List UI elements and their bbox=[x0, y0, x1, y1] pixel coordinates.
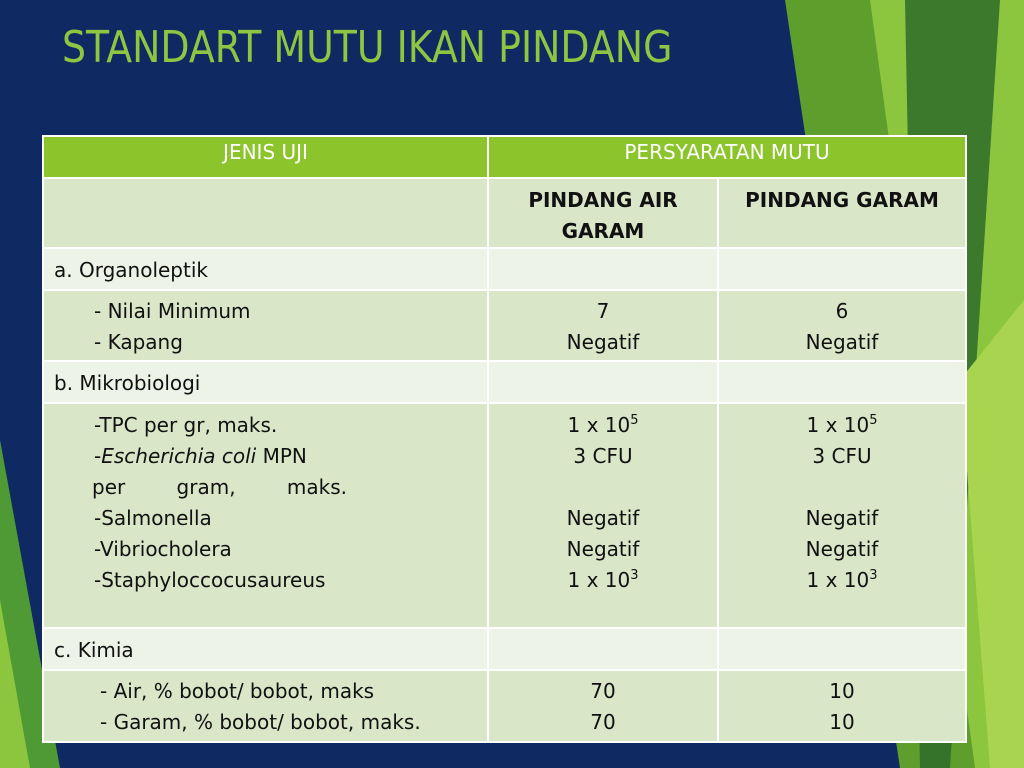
section-label-organoleptik: a. Organoleptik bbox=[43, 248, 488, 290]
tpc-exponent: 5 bbox=[630, 413, 639, 428]
header-persyaratan-mutu: PERSYARATAN MUTU bbox=[488, 136, 966, 178]
staph-base: 1 x 10 bbox=[567, 568, 631, 592]
item-salmonella: -Salmonella bbox=[94, 506, 212, 530]
item-air: - Air, % bobot/ bobot, maks bbox=[100, 679, 375, 703]
item-staphyloccocusaureus: -Staphyloccocusaureus bbox=[94, 568, 326, 592]
value-tpc bbox=[719, 410, 965, 441]
value-salmonella: Negatif bbox=[805, 506, 879, 530]
value-salmonella: Negatif bbox=[566, 506, 640, 530]
quality-standard-table bbox=[42, 135, 967, 743]
value-vibrio: Negatif bbox=[566, 537, 640, 561]
kimia-air-garam bbox=[488, 670, 718, 742]
slide-title: STANDART MUTU IKAN PINDANG bbox=[62, 22, 673, 73]
organoleptik-items bbox=[43, 290, 488, 361]
value-ecoli: 3 CFU bbox=[812, 444, 872, 468]
per-text: per bbox=[92, 475, 126, 499]
item-nilai-minimum: - Nilai Minimum bbox=[94, 299, 251, 323]
tpc-exponent: 5 bbox=[869, 413, 878, 428]
mikrobiologi-air-garam bbox=[488, 403, 718, 628]
kimia-garam bbox=[718, 670, 966, 742]
item-per-gram bbox=[92, 472, 347, 503]
ecoli-prefix: - bbox=[94, 444, 102, 468]
value-staph bbox=[489, 565, 717, 596]
table-row bbox=[43, 248, 966, 290]
organoleptik-garam bbox=[718, 290, 966, 361]
item-garam: - Garam, % bobot/ bobot, maks. bbox=[100, 710, 421, 734]
section-label-mikrobiologi: b. Mikrobiologi bbox=[43, 361, 488, 403]
value-staph bbox=[719, 565, 965, 596]
table-row bbox=[43, 361, 966, 403]
table-row bbox=[43, 290, 966, 361]
header-jenis-uji: JENIS UJI bbox=[43, 136, 488, 178]
mikrobiologi-items bbox=[43, 403, 488, 628]
organoleptik-air-garam bbox=[488, 290, 718, 361]
value-cell: 70 bbox=[590, 710, 616, 734]
table-row bbox=[43, 670, 966, 742]
value-cell: Negatif bbox=[566, 330, 640, 354]
item-ecoli bbox=[94, 441, 487, 472]
value-cell: 7 bbox=[596, 299, 610, 323]
subheader-empty bbox=[43, 178, 488, 248]
value-ecoli: 3 CFU bbox=[573, 444, 633, 468]
kimia-items bbox=[43, 670, 488, 742]
staph-exponent: 3 bbox=[630, 568, 639, 583]
item-tpc: -TPC per gr, maks. bbox=[94, 413, 278, 437]
value-cell: 6 bbox=[835, 299, 849, 323]
item-vibriocholera: -Vibriocholera bbox=[94, 537, 232, 561]
table-row bbox=[43, 628, 966, 670]
table-subheader-row bbox=[43, 178, 966, 248]
value-cell: 70 bbox=[590, 679, 616, 703]
tpc-base: 1 x 10 bbox=[567, 413, 631, 437]
mikrobiologi-garam bbox=[718, 403, 966, 628]
ecoli-suffix: MPN bbox=[256, 444, 307, 468]
item-kapang: - Kapang bbox=[94, 330, 183, 354]
value-cell: 10 bbox=[829, 710, 855, 734]
table-header-row bbox=[43, 136, 966, 178]
section-label-kimia: c. Kimia bbox=[43, 628, 488, 670]
subheader-pindang-air-garam: PINDANG AIR GARAM bbox=[488, 178, 718, 248]
maks-text: maks. bbox=[286, 475, 347, 499]
staph-base: 1 x 10 bbox=[806, 568, 870, 592]
gram-text: gram, bbox=[176, 475, 236, 499]
value-cell: 10 bbox=[829, 679, 855, 703]
subheader-pindang-garam: PINDANG GARAM bbox=[718, 178, 966, 248]
value-vibrio: Negatif bbox=[805, 537, 879, 561]
table-row bbox=[43, 403, 966, 628]
tpc-base: 1 x 10 bbox=[806, 413, 870, 437]
value-tpc bbox=[489, 410, 717, 441]
staph-exponent: 3 bbox=[869, 568, 878, 583]
value-cell: Negatif bbox=[805, 330, 879, 354]
ecoli-name: Escherichia coli bbox=[101, 444, 257, 468]
